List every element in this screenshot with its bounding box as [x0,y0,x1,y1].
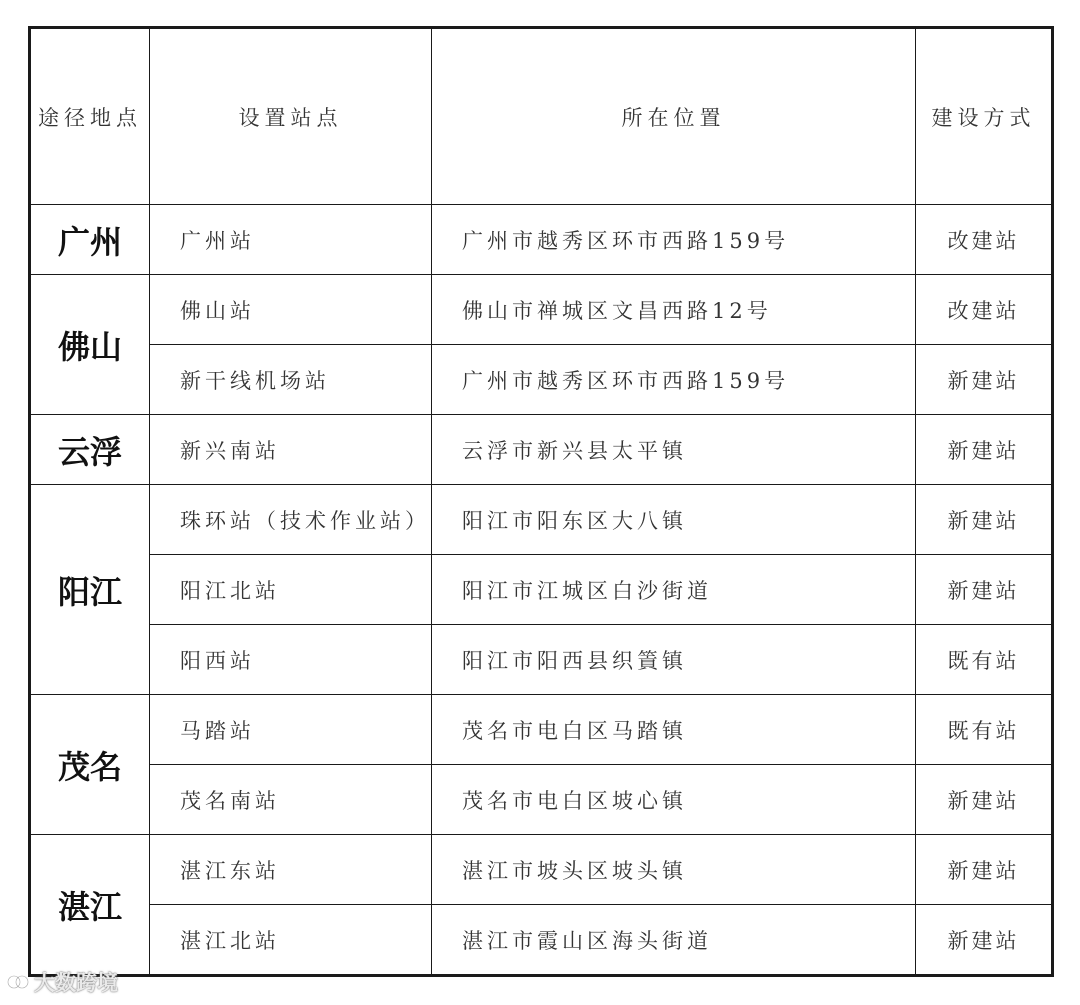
table-row [30,765,1053,835]
station-cell: 新干线机场站 [150,345,432,415]
method-cell: 新建站 [916,345,1053,415]
station-table [28,26,1054,977]
location-cell: 茂名市电白区马踏镇 [432,695,916,765]
station-cell: 阳江北站 [150,555,432,625]
station-cell: 马踏站 [150,695,432,765]
location-cell: 湛江市霞山区海头街道 [432,905,916,976]
station-cell: 湛江北站 [150,905,432,976]
method-cell: 新建站 [916,555,1053,625]
header-place: 途径地点 [30,28,150,205]
location-cell: 阳江市阳西县织篢镇 [432,625,916,695]
place-cell: 佛山 [30,275,150,415]
station-cell: 湛江东站 [150,835,432,905]
method-cell: 新建站 [916,835,1053,905]
table-body [30,205,1053,976]
table-row [30,625,1053,695]
watermark-logo-icon [6,970,30,994]
method-cell: 改建站 [916,205,1053,275]
header-method: 建设方式 [916,28,1053,205]
station-cell: 新兴南站 [150,415,432,485]
table-row [30,415,1053,485]
station-cell: 茂名南站 [150,765,432,835]
method-cell: 既有站 [916,695,1053,765]
location-cell: 茂名市电白区坡心镇 [432,765,916,835]
place-cell: 阳江 [30,485,150,695]
header-location: 所在位置 [432,28,916,205]
location-cell: 佛山市禅城区文昌西路12号 [432,275,916,345]
method-cell: 新建站 [916,765,1053,835]
place-cell: 湛江 [30,835,150,976]
table-row [30,695,1053,765]
method-cell: 既有站 [916,625,1053,695]
header-station: 设置站点 [150,28,432,205]
place-cell: 云浮 [30,415,150,485]
table-row [30,555,1053,625]
table-header [30,28,1053,205]
place-cell: 茂名 [30,695,150,835]
method-cell: 新建站 [916,905,1053,976]
header-row [30,28,1053,205]
table-row [30,485,1053,555]
method-cell: 改建站 [916,275,1053,345]
method-cell: 新建站 [916,485,1053,555]
table-row [30,345,1053,415]
station-cell: 佛山站 [150,275,432,345]
location-cell: 湛江市坡头区坡头镇 [432,835,916,905]
method-cell: 新建站 [916,415,1053,485]
location-cell: 阳江市江城区白沙街道 [432,555,916,625]
table-row [30,835,1053,905]
watermark [6,967,118,997]
watermark-text: 大数跨境 [34,971,118,995]
table-row [30,205,1053,275]
station-cell: 广州站 [150,205,432,275]
location-cell: 广州市越秀区环市西路159号 [432,205,916,275]
location-cell: 广州市越秀区环市西路159号 [432,345,916,415]
location-cell: 阳江市阳东区大八镇 [432,485,916,555]
table-row [30,275,1053,345]
station-cell: 珠环站（技术作业站） [150,485,432,555]
station-cell: 阳西站 [150,625,432,695]
place-cell: 广州 [30,205,150,275]
location-cell: 云浮市新兴县太平镇 [432,415,916,485]
table-row [30,905,1053,976]
